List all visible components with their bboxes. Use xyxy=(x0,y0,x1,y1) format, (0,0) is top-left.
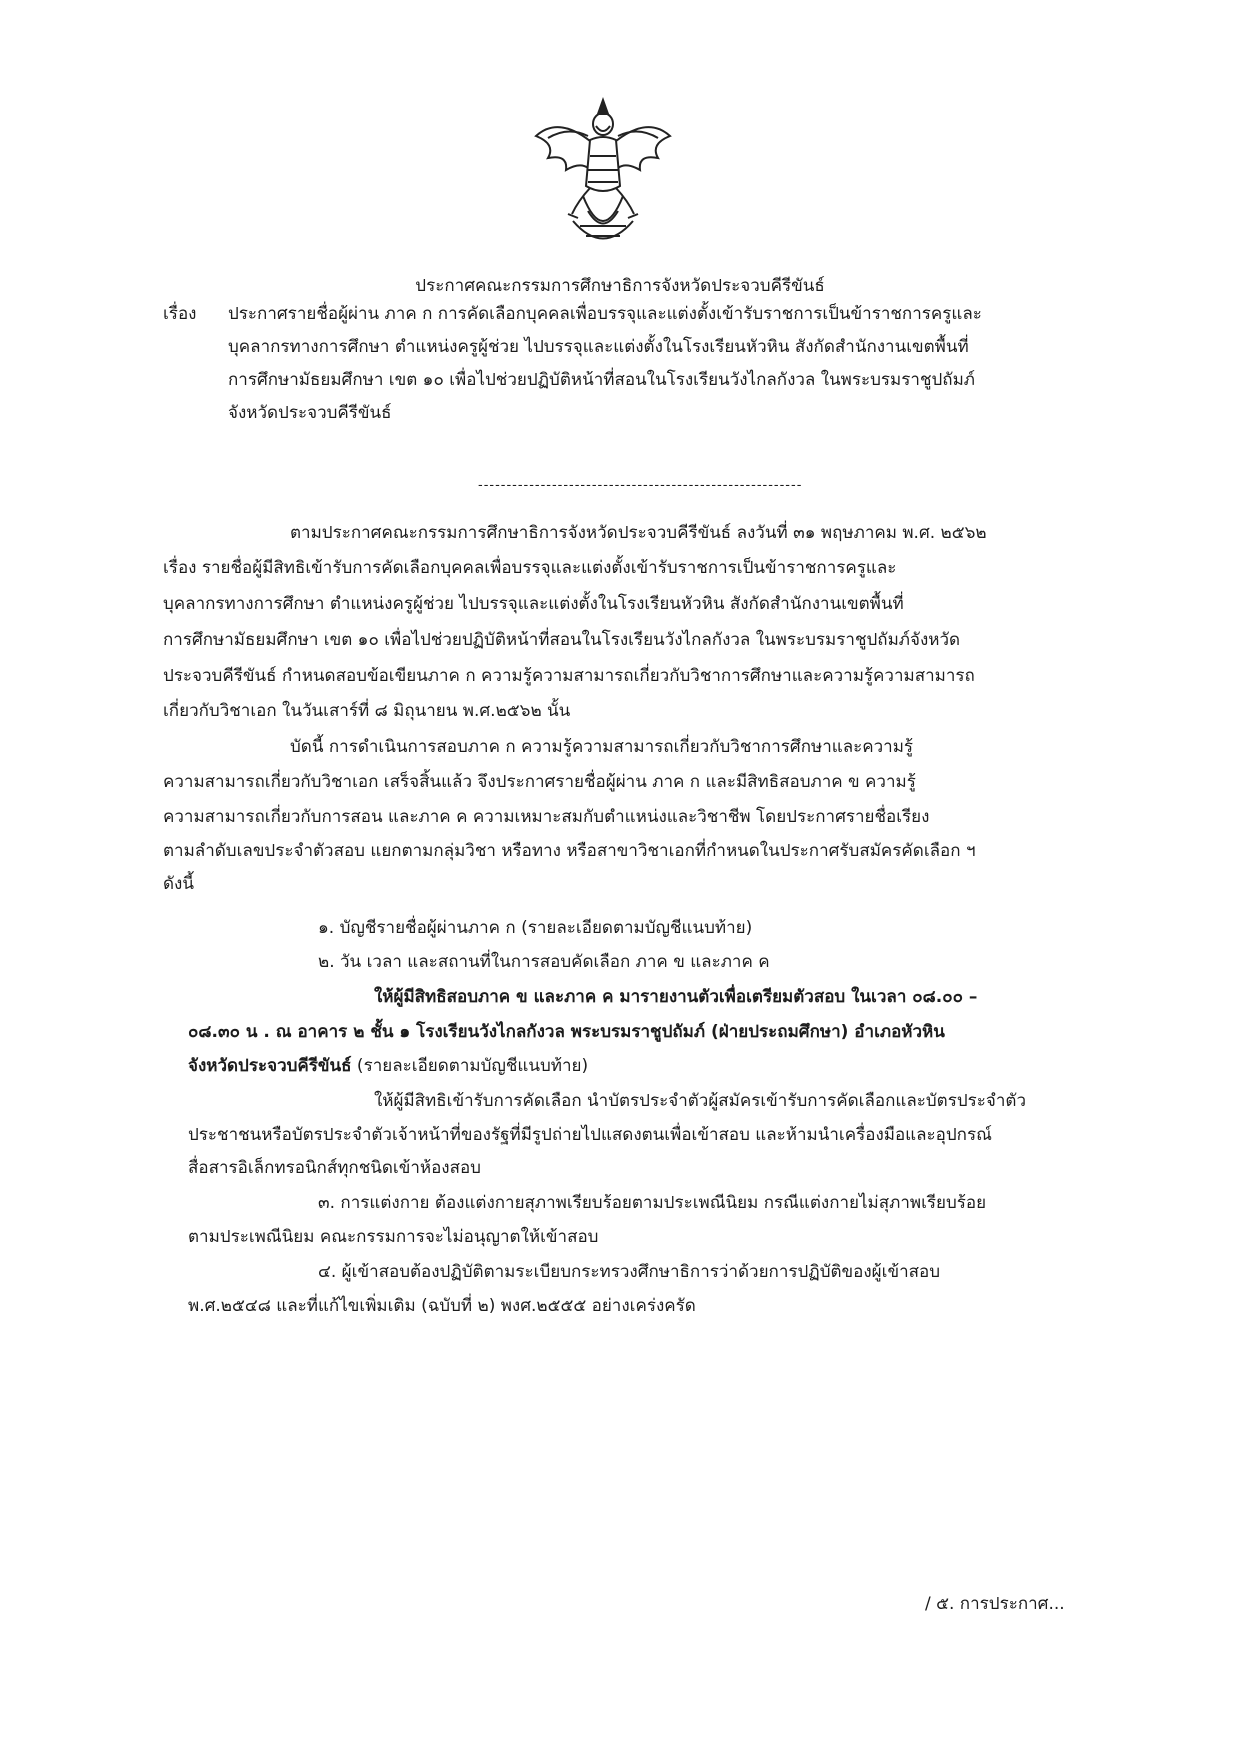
paragraph-line: บุคลากรทางการศึกษา ตำแหน่งครูผู้ช่วย ไปบรรจุและแต่งตั้งในโรงเรียนหัวหิน สังกัดสำนักงานเขตพื้นที่ xyxy=(163,594,904,614)
report-line: ให้ผู้มีสิทธิสอบภาค ข และภาค ค มารายงานตัวเพื่อเตรียมตัวสอบ ในเวลา ๐๘.๐๐ – xyxy=(374,987,978,1007)
announcement-title: ประกาศคณะกรรมการศึกษาธิการจังหวัดประจวบคีรีขันธ์ xyxy=(415,276,825,296)
list-item-continuation: ตามประเพณีนิยม คณะกรรมการจะไม่อนุญาตให้เข้าสอบ xyxy=(188,1227,599,1247)
paragraph-line: ตามลำดับเลขประจำตัวสอบ แยกตามกลุ่มวิชา หรือทาง หรือสาขาวิชาเอกที่กำหนดในประกาศรับสมัครคัดเลือก ฯ xyxy=(163,841,976,861)
subject-line: บุคลากรทางการศึกษา ตำแหน่งครูผู้ช่วย ไปบรรจุและแต่งตั้งในโรงเรียนหัวหิน สังกัดสำนักงานเขตพื้นที่ xyxy=(228,337,969,357)
garuda-emblem-icon xyxy=(528,96,678,256)
continued-reference: / ๕. การประกาศ... xyxy=(925,1594,1065,1614)
paragraph-line: ความสามารถเกี่ยวกับการสอน และภาค ค ความเหมาะสมกับตำแหน่งและวิชาชีพ โดยประกาศรายชื่อเรียง xyxy=(163,807,930,827)
report-details: (รายละเอียดตามบัญชีแนบท้าย) xyxy=(351,1056,589,1076)
paragraph-line: เรื่อง รายชื่อผู้มีสิทธิเข้ารับการคัดเลือกบุคคลเพื่อบรรจุและแต่งตั้งเข้ารับราชการเป็นข้าราชการครูและ xyxy=(163,558,897,578)
paragraph-line: การศึกษามัธยมศึกษา เขต ๑๐ เพื่อไปช่วยปฏิบัติหน้าที่สอนในโรงเรียนวังไกลกังวล ในพระบรมราชูปถัมภ์จังหวัด xyxy=(163,630,961,650)
paragraph-line: ตามประกาศคณะกรรมการศึกษาธิการจังหวัดประจวบคีรีขันธ์ ลงวันที่ ๓๑ พฤษภาคม พ.ศ. ๒๕๖๒ xyxy=(290,523,987,543)
subject-line: จังหวัดประจวบคีรีขันธ์ xyxy=(228,403,392,423)
subject-line: ประกาศรายชื่อผู้ผ่าน ภาค ก การคัดเลือกบุคคลเพื่อบรรจุและแต่งตั้งเข้ารับราชการเป็นข้าราชการครูและ xyxy=(228,304,982,324)
list-item: ๒. วัน เวลา และสถานที่ในการสอบคัดเลือก ภาค ข และภาค ค xyxy=(318,952,770,972)
list-item: ๓. การแต่งกาย ต้องแต่งกายสุภาพเรียบร้อยตามประเพณีนิยม กรณีแต่งกายไม่สุภาพเรียบร้อย xyxy=(318,1193,987,1213)
paragraph-line: ดังนี้ xyxy=(163,874,194,894)
report-line: ๐๘.๓๐ น . ณ อาคาร ๒ ชั้น ๑ โรงเรียนวังไกลกังวล พระบรมราชูปถัมภ์ (ฝ่ายประถมศึกษา) อำเภอหัวหิน xyxy=(188,1022,945,1042)
list-item: ๑. บัญชีรายชื่อผู้ผ่านภาค ก (รายละเอียดตามบัญชีแนบท้าย) xyxy=(318,918,753,938)
subject-line: การศึกษามัธยมศึกษา เขต ๑๐ เพื่อไปช่วยปฏิบัติหน้าที่สอนในโรงเรียนวังไกลกังวล ในพระบรมราชูปถัมภ์ xyxy=(228,370,975,390)
paragraph-line: ความสามารถเกี่ยวกับวิชาเอก เสร็จสิ้นแล้ว จึงประกาศรายชื่อผู้ผ่าน ภาค ก และมีสิทธิสอบภาค ข ความรู้ xyxy=(163,772,916,792)
paragraph-line: บัดนี้ การดำเนินการสอบภาค ก ความรู้ความสามารถเกี่ยวกับวิชาการศึกษาและความรู้ xyxy=(290,737,914,757)
paragraph-line: เกี่ยวกับวิชาเอก ในวันเสาร์ที่ ๘ มิถุนายน พ.ศ.๒๕๖๒ นั้น xyxy=(163,701,571,721)
paragraph-line: ให้ผู้มีสิทธิเข้ารับการคัดเลือก นำบัตรประจำตัวผู้สมัครเข้ารับการคัดเลือกและบัตรประจำตัว xyxy=(374,1091,1026,1111)
list-item: ๔. ผู้เข้าสอบต้องปฏิบัติตามระเบียบกระทรวงศึกษาธิการว่าด้วยการปฏิบัติของผู้เข้าสอบ xyxy=(318,1262,940,1282)
paragraph-line: ประชาชนหรือบัตรประจำตัวเจ้าหน้าที่ของรัฐที่มีรูปถ่ายไปแสดงตนเพื่อเข้าสอบ และห้ามนำเครื่องมือและอุปกรณ์ xyxy=(188,1125,992,1145)
report-province: จังหวัดประจวบคีรีขันธ์ xyxy=(188,1056,352,1076)
divider-line: --------------------------------------------------------- xyxy=(478,478,803,493)
subject-label: เรื่อง xyxy=(163,304,197,324)
paragraph-line: ประจวบคีรีขันธ์ กำหนดสอบข้อเขียนภาค ก ความรู้ความสามารถเกี่ยวกับวิชาการศึกษาและความรู้ความสามารถ xyxy=(163,666,975,686)
paragraph-line: สื่อสารอิเล็กทรอนิกส์ทุกชนิดเข้าห้องสอบ xyxy=(188,1158,481,1178)
report-line xyxy=(188,1055,588,1077)
list-item-continuation: พ.ศ.๒๕๔๘ และที่แก้ไขเพิ่มเติม (ฉบับที่ ๒) พงศ.๒๕๕๕ อย่างเคร่งครัด xyxy=(188,1296,696,1316)
